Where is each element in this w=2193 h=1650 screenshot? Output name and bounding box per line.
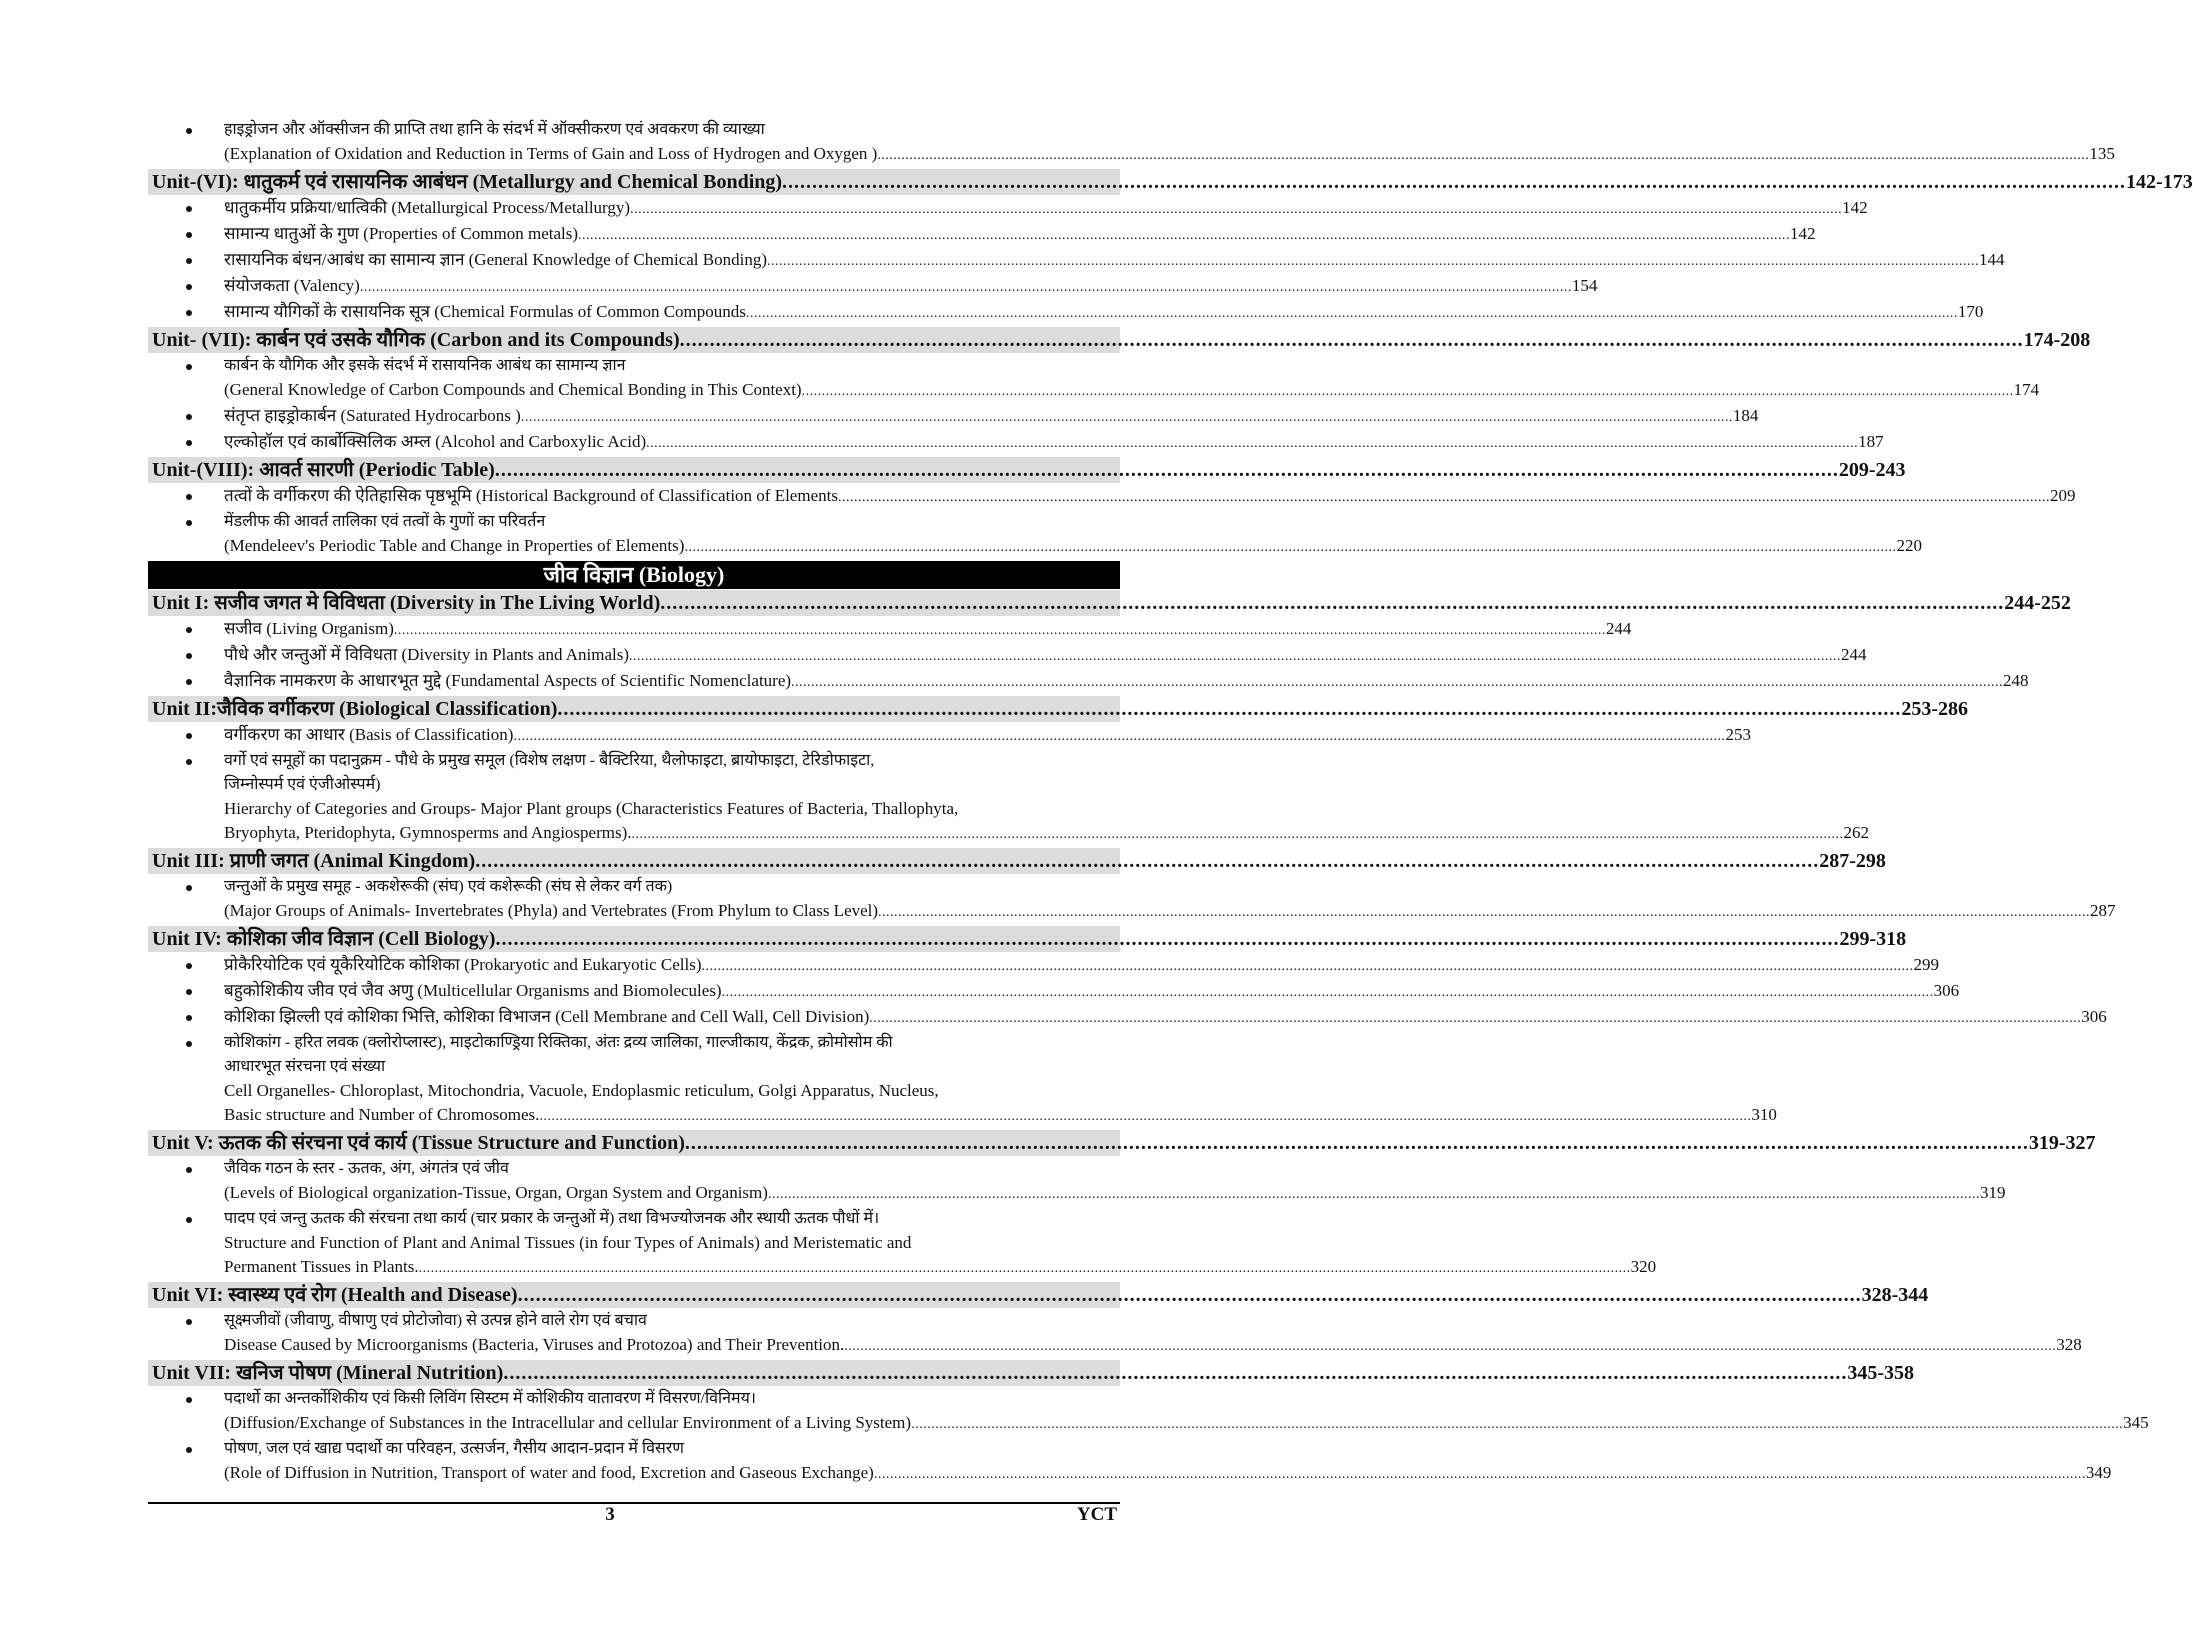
entry-page-number: 142 xyxy=(1842,198,1868,217)
page-number: 3 xyxy=(605,1504,615,1525)
entry-title: (Diffusion/Exchange of Substances in the Intracellular and cellular Environment of a Living System) xyxy=(224,1413,912,1432)
unit-page-range: 209-243 xyxy=(1838,459,1906,481)
entry-title: पौधे और जन्तुओं में विविधता (Diversity in Plants and Animals) xyxy=(224,645,630,664)
entry-hindi-text: जन्तुओं के प्रमुख समूह - अकशेरूकी (संघ) एवं कशेरूकी (संघ से लेकर वर्ग तक) xyxy=(224,878,673,895)
unit-page-range: 328-344 xyxy=(1861,1284,1929,1306)
entry-hindi-text: जिम्नोस्पर्म एवं एंजीओस्पर्म) xyxy=(224,776,381,793)
leader-dots xyxy=(874,1463,2086,1487)
leader-dots xyxy=(495,457,1839,483)
leader-dots xyxy=(684,536,1896,560)
entry-page-number: 320 xyxy=(1630,1257,1657,1276)
entry-title: रासायनिक बंधन/आबंध का सामान्य ज्ञान (General Knowledge of Chemical Bonding) xyxy=(224,250,767,269)
entry-hindi-text: पदार्थो का अन्तर्कोशिकीय एवं किसी लिविंग सिस्टम में कोशिकीय वातावरण में विसरण/विनिमय। xyxy=(224,1390,756,1407)
unit-page-range: 244-252 xyxy=(2004,592,2071,614)
toc-entry xyxy=(148,1207,1657,1281)
unit-page-range: 253-286 xyxy=(1901,698,1969,720)
leader-dots xyxy=(722,981,1934,1005)
entry-hindi-text: जैविक गठन के स्तर - ऊतक, अंग, अंगतंत्र एवं जीव xyxy=(224,1160,509,1177)
entry-title: संतृप्त हाइड्रोकार्बन (Saturated Hydrocarbons ) xyxy=(224,406,521,425)
leader-dots xyxy=(513,725,1725,749)
entry-hindi-text: वर्गो एवं समूहों का पदानुक्रम - पौधे के प्रमुख समूल (विशेष लक्षण - बैक्टिरिया, थैलोफाइटा, ब्रायोफाइटा, टेरिडोफाइटा, xyxy=(224,752,875,769)
leader-dots xyxy=(702,955,1914,979)
toc-entry xyxy=(148,749,1869,847)
unit-title: Unit IV: कोशिका जीव विज्ञान (Cell Biology) xyxy=(152,928,496,950)
entry-page-number: 248 xyxy=(2003,671,2029,690)
entry-english-text: Cell Organelles- Chloroplast, Mitochondria, Vacuole, Endoplasmic reticulum, Golgi Apparatus, Nucleus, xyxy=(224,1081,939,1100)
entry-page-number: 154 xyxy=(1571,276,1598,295)
unit-page-range: 345-358 xyxy=(1847,1362,1914,1384)
entry-page-number: 144 xyxy=(1979,250,2005,269)
entry-title: Permanent Tissues in Plants. xyxy=(224,1257,419,1276)
leader-dots xyxy=(557,696,1901,722)
entry-page-number: 220 xyxy=(1896,536,1922,555)
entry-page-number: 299 xyxy=(1913,955,1940,974)
unit-heading xyxy=(148,1282,1929,1308)
toc-entry xyxy=(148,1309,2082,1359)
leader-dots xyxy=(767,250,1979,274)
leader-dots xyxy=(869,1007,2081,1031)
entry-title: सजीव (Living Organism) xyxy=(224,619,394,638)
unit-title: Unit-(VI): धातुकर्म एवं रासायनिक आबंधन (Metallurgy and Chemical Bonding) xyxy=(152,171,783,193)
entry-title: (Levels of Biological organization-Tissue, Organ, Organ System and Organism) xyxy=(224,1183,768,1202)
entry-english-text: Hierarchy of Categories and Groups- Major Plant groups (Characteristics Features of Bacteria, Thallophyta, xyxy=(224,799,959,818)
leader-dots xyxy=(685,1130,2029,1156)
toc-entry xyxy=(148,617,1632,643)
entry-title: (Explanation of Oxidation and Reduction in Terms of Gain and Loss of Hydrogen and Oxygen ) xyxy=(224,144,878,163)
toc-entry xyxy=(148,1157,2006,1207)
unit-heading xyxy=(148,169,2193,195)
entry-hindi-text: आधारभूत संरचना एवं संख्या xyxy=(224,1058,386,1075)
section-heading: जीव विज्ञान (Biology) xyxy=(148,561,1120,589)
leader-dots xyxy=(578,224,1790,248)
toc-entry xyxy=(148,354,2040,404)
toc-entry xyxy=(148,222,1816,248)
leader-dots xyxy=(802,380,2014,404)
footer-rule xyxy=(148,1502,1120,1504)
leader-dots xyxy=(782,169,2126,195)
leader-dots xyxy=(539,1105,1751,1129)
entry-page-number: 319 xyxy=(1979,1183,2006,1202)
leader-dots xyxy=(838,486,2050,510)
entry-hindi-text: कोशिकांग - हरित लवक (क्लोरोप्लास्ट), माइटोकाण्ड्रिया रिक्तिका, अंतः द्रव्य जालिका, गाल्जीकाय, केंद्रक, क्रोमोसोम की xyxy=(224,1034,893,1051)
entry-title: सामान्य यौगिकों के रासायनिक सूत्र (Chemical Formulas of Common Compounds xyxy=(224,302,746,321)
unit-page-range: 299-318 xyxy=(1839,928,1907,950)
entry-page-number: 306 xyxy=(2081,1007,2107,1026)
entry-title: वैज्ञानिक नामकरण के आधारभूत मुद्दे (Fundamental Aspects of Scientific Nomenclature) xyxy=(224,671,792,690)
leader-dots xyxy=(419,1257,1631,1281)
unit-title: Unit-(VIII): आवर्त सारणी (Periodic Table) xyxy=(152,459,495,481)
toc-entry xyxy=(148,484,2076,510)
unit-title: Unit III: प्राणी जगत (Animal Kingdom) xyxy=(152,850,476,872)
unit-page-range: 319-327 xyxy=(2028,1132,2096,1154)
unit-heading xyxy=(148,848,1886,874)
leader-dots xyxy=(844,1335,2056,1359)
table-of-contents xyxy=(148,118,2193,1487)
unit-title: Unit VII: खनिज पोषण (Mineral Nutrition) xyxy=(152,1362,504,1384)
leader-dots xyxy=(630,198,1842,222)
leader-dots xyxy=(629,645,1841,669)
entry-page-number: 244 xyxy=(1605,619,1632,638)
entry-page-number: 328 xyxy=(2056,1335,2082,1354)
leader-dots xyxy=(495,926,1839,952)
unit-page-range: 174-208 xyxy=(2023,329,2091,351)
toc-entry xyxy=(148,274,1598,300)
entry-title: एल्कोहॉल एवं कार्बोक्सिलिक अम्ल (Alcohol and Carboxylic Acid) xyxy=(224,432,647,451)
entry-page-number: 170 xyxy=(1957,302,1984,321)
unit-title: Unit- (VII): कार्बन एवं उसके यौगिक (Carbon and its Compounds) xyxy=(152,329,680,351)
entry-page-number: 287 xyxy=(2090,901,2116,920)
unit-title: Unit V: ऊतक की संरचना एवं कार्य (Tissue Structure and Function) xyxy=(152,1132,685,1154)
entry-title: कोशिका झिल्ली एवं कोशिका भित्ति, कोशिका विभाजन (Cell Membrane and Cell Wall, Cell Division) xyxy=(224,1007,870,1026)
leader-dots xyxy=(503,1360,1847,1386)
toc-entry xyxy=(148,643,1867,669)
toc-entry xyxy=(148,669,2029,695)
toc-entry xyxy=(148,953,1940,979)
entry-english-text: Structure and Function of Plant and Animal Tissues (in four Types of Animals) and Meristematic and xyxy=(224,1233,912,1252)
unit-heading xyxy=(148,1360,1914,1386)
entry-title: धातुकर्मीय प्रक्रिया/धात्विकी (Metallurgical Process/Metallurgy) xyxy=(224,198,631,217)
entry-hindi-text: मेंडलीफ की आवर्त तालिका एवं तत्वों के गुणों का परिवर्तन xyxy=(224,513,546,530)
toc-entry xyxy=(148,404,1759,430)
leader-dots xyxy=(394,619,1606,643)
toc-entry xyxy=(148,1031,1777,1129)
leader-dots xyxy=(475,848,1819,874)
leader-dots xyxy=(768,1183,1980,1207)
entry-page-number: 209 xyxy=(2049,486,2076,505)
toc-entry xyxy=(148,248,2005,274)
unit-page-range: 142-173 xyxy=(2126,171,2193,193)
toc-entry xyxy=(148,118,2115,168)
unit-heading xyxy=(148,590,2071,616)
entry-page-number: 135 xyxy=(2089,144,2115,163)
entry-title: संयोजकता (Valency) xyxy=(224,276,360,295)
entry-title: वर्गीकरण का आधार (Basis of Classification) xyxy=(224,725,514,744)
unit-heading xyxy=(148,457,1906,483)
entry-page-number: 244 xyxy=(1841,645,1867,664)
toc-entry xyxy=(148,1387,2149,1437)
entry-page-number: 253 xyxy=(1725,725,1751,744)
entry-page-number: 142 xyxy=(1790,224,1816,243)
entry-hindi-text: कार्बन के यौगिक और इसके संदर्भ में रासायनिक आबंध का सामान्य ज्ञान xyxy=(224,357,626,374)
unit-heading xyxy=(148,696,1969,722)
unit-title: Unit VI: स्वास्थ्य एवं रोग (Health and Disease) xyxy=(152,1284,518,1306)
toc-entry xyxy=(148,196,1868,222)
leader-dots xyxy=(632,823,1844,847)
entry-title: (Major Groups of Animals- Invertebrates (Phyla) and Vertebrates (From Phylum to Class Level) xyxy=(224,901,879,920)
toc-entry xyxy=(148,510,1922,560)
entry-page-number: 174 xyxy=(2013,380,2040,399)
toc-entry xyxy=(148,1005,2107,1031)
entry-hindi-text: पोषण, जल एवं खाद्य पदार्थो का परिवहन, उत्सर्जन, गैसीय आदान-प्रदान में विसरण xyxy=(224,1440,684,1457)
entry-hindi-text: पादप एवं जन्तु ऊतक की संरचना तथा कार्य (चार प्रकार के जन्तुओं में) तथा विभज्योजनक और स्थायी ऊतक पौधों में। xyxy=(224,1210,880,1227)
leader-dots xyxy=(877,144,2089,168)
entry-hindi-text: हाइड्रोजन और ऑक्सीजन की प्राप्ति तथा हानि के संदर्भ में ऑक्सीकरण एवं अवकरण की व्याख्या xyxy=(224,121,765,138)
entry-page-number: 310 xyxy=(1751,1105,1777,1124)
leader-dots xyxy=(878,901,2090,925)
unit-heading xyxy=(148,1130,2096,1156)
entry-page-number: 184 xyxy=(1732,406,1759,425)
unit-heading xyxy=(148,327,2091,353)
unit-heading xyxy=(148,926,1907,952)
footer-brand: YCT xyxy=(1076,1504,1117,1525)
toc-entry xyxy=(148,723,1751,749)
entry-page-number: 187 xyxy=(1858,432,1884,451)
entry-page-number: 262 xyxy=(1843,823,1869,842)
entry-title: सामान्य धातुओं के गुण (Properties of Common metals) xyxy=(224,224,579,243)
entry-title: तत्वों के वर्गीकरण की ऐतिहासिक पृष्ठभूमि (Historical Background of Classification of Elements xyxy=(224,486,838,505)
toc-entry xyxy=(148,300,1984,326)
toc-entry xyxy=(148,430,1884,456)
leader-dots xyxy=(911,1413,2123,1437)
entry-title: (Role of Diffusion in Nutrition, Transport of water and food, Excretion and Gaseous Exchange) xyxy=(224,1463,874,1482)
entry-title: प्रोकैरियोटिक एवं यूकैरियोटिक कोशिका (Prokaryotic and Eukaryotic Cells) xyxy=(224,955,702,974)
entry-title: बहुकोशिकीय जीव एवं जैव अणु (Multicellular Organisms and Biomolecules) xyxy=(224,981,722,1000)
leader-dots xyxy=(518,1282,1862,1308)
unit-title: Unit II:जैविक वर्गीकरण (Biological Classification) xyxy=(152,698,558,720)
leader-dots xyxy=(521,406,1733,430)
leader-dots xyxy=(746,302,1958,326)
entry-page-number: 349 xyxy=(2085,1463,2112,1482)
entry-title: Basic structure and Number of Chromosomes. xyxy=(224,1105,540,1124)
leader-dots xyxy=(360,276,1572,300)
leader-dots xyxy=(660,590,2004,616)
entry-page-number: 306 xyxy=(1933,981,1960,1000)
toc-entry xyxy=(148,1437,2112,1487)
entry-title: Bryophyta, Pteridophyta, Gymnosperms and Angiosperms). xyxy=(224,823,632,842)
entry-title: Disease Caused by Microorganisms (Bacteria, Viruses and Protozoa) and Their Prevention. xyxy=(224,1335,845,1354)
leader-dots xyxy=(791,671,2003,695)
toc-entry xyxy=(148,979,1960,1005)
leader-dots xyxy=(646,432,1858,456)
unit-title: Unit I: सजीव जगत मे विविधता (Diversity in The Living World) xyxy=(152,592,661,614)
leader-dots xyxy=(680,327,2024,353)
unit-page-range: 287-298 xyxy=(1819,850,1886,872)
entry-title: (General Knowledge of Carbon Compounds and Chemical Bonding in This Context) xyxy=(224,380,802,399)
entry-hindi-text: सूक्ष्मजीवों (जीवाणु, वीषाणु एवं प्रोटोजोवा) से उत्पन्न होने वाले रोग एवं बचाव xyxy=(224,1312,647,1329)
entry-title: (Mendeleev's Periodic Table and Change in Properties of Elements) xyxy=(224,536,685,555)
toc-entry xyxy=(148,875,2116,925)
entry-page-number: 345 xyxy=(2123,1413,2149,1432)
